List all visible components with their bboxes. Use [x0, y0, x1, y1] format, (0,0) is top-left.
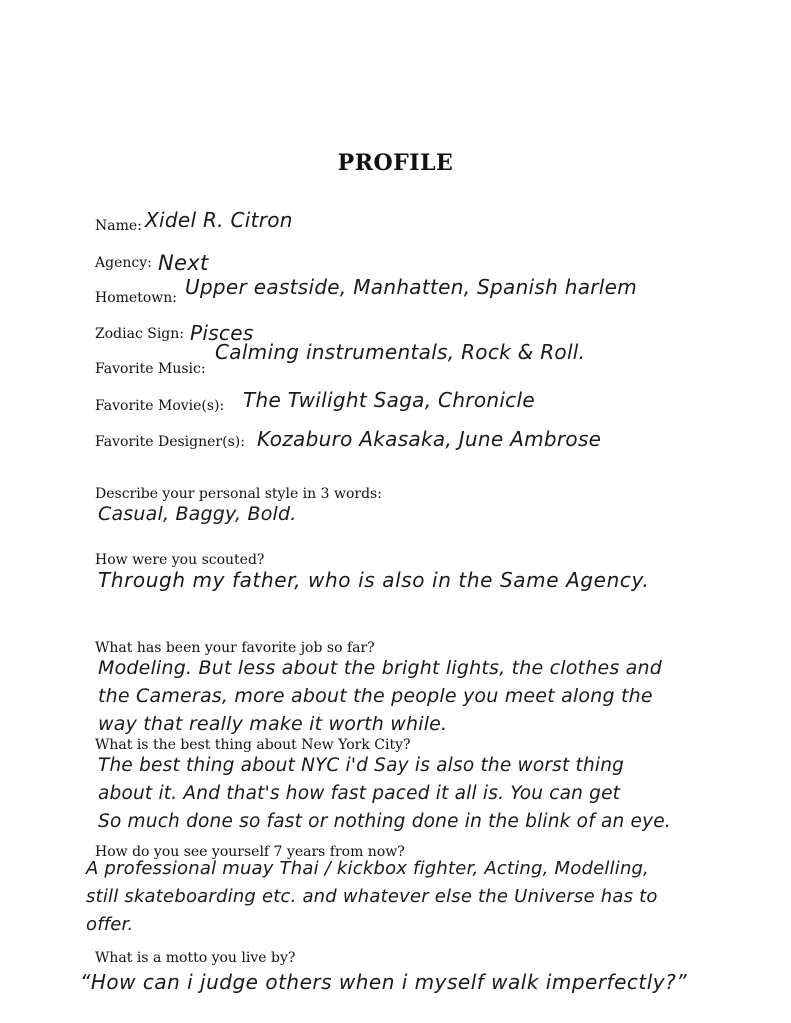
- motto-answer: [80, 968, 687, 996]
- answer-line: So much done so fast or nothing done in the blink of an eye.: [98, 811, 671, 832]
- answer-line: offer.: [86, 914, 134, 935]
- agency-answer: Next: [158, 251, 209, 275]
- profile-title: PROFILE: [337, 150, 454, 176]
- answer-line: the Cameras, more about the people you meet along the: [98, 685, 653, 707]
- style-question: Describe your personal style in 3 words:: [95, 486, 382, 502]
- music-label: Favorite Music:: [95, 361, 206, 377]
- future-question: How do you see yourself 7 years from now?: [95, 844, 405, 860]
- nyc-answer: [98, 752, 671, 836]
- future-answer: [86, 855, 658, 939]
- designers-label: Favorite Designer(s):: [95, 434, 245, 450]
- hometown-label: Hometown:: [95, 290, 177, 306]
- answer-line: still skateboarding etc. and whatever else the Universe has to: [86, 886, 658, 907]
- name-answer: Xidel R. Citron: [145, 208, 293, 232]
- answer-line: Casual, Baggy, Bold.: [98, 503, 297, 525]
- scouted-answer: [98, 566, 649, 594]
- name-label: Name:: [95, 218, 142, 234]
- job-question: What has been your favorite job so far?: [95, 640, 375, 656]
- answer-line: The best thing about NYC i'd Say is also the worst thing: [98, 755, 625, 776]
- motto-question: What is a motto you live by?: [95, 950, 296, 966]
- movies-label: Favorite Movie(s):: [95, 398, 225, 414]
- answer-line: Through my father, who is also in the Same Agency.: [98, 568, 650, 592]
- answer-line: A professional muay Thai / kickbox fighter, Acting, Modelling,: [86, 858, 650, 879]
- music-answer: Calming instrumentals, Rock & Roll.: [215, 340, 586, 364]
- scouted-question: How were you scouted?: [95, 552, 265, 568]
- answer-line: “How can i judge others when i myself walk imperfectly?”: [80, 970, 688, 994]
- zodiac-answer: Pisces: [190, 321, 254, 345]
- answer-line: Modeling. But less about the bright lights, the clothes and: [98, 657, 663, 679]
- zodiac-label: Zodiac Sign:: [95, 326, 184, 342]
- agency-label: Agency:: [95, 255, 152, 271]
- hometown-answer: Upper eastside, Manhatten, Spanish harlem: [185, 275, 638, 299]
- answer-line: about it. And that's how fast paced it all is. You can get: [98, 783, 621, 804]
- designers-answer: Kozaburo Akasaka, June Ambrose: [257, 427, 602, 451]
- job-answer: [98, 654, 662, 738]
- style-answer: [98, 500, 297, 528]
- nyc-question: What is the best thing about New York City?: [95, 737, 411, 753]
- answer-line: way that really make it worth while.: [98, 713, 448, 735]
- movies-answer: The Twilight Saga, Chronicle: [243, 388, 535, 412]
